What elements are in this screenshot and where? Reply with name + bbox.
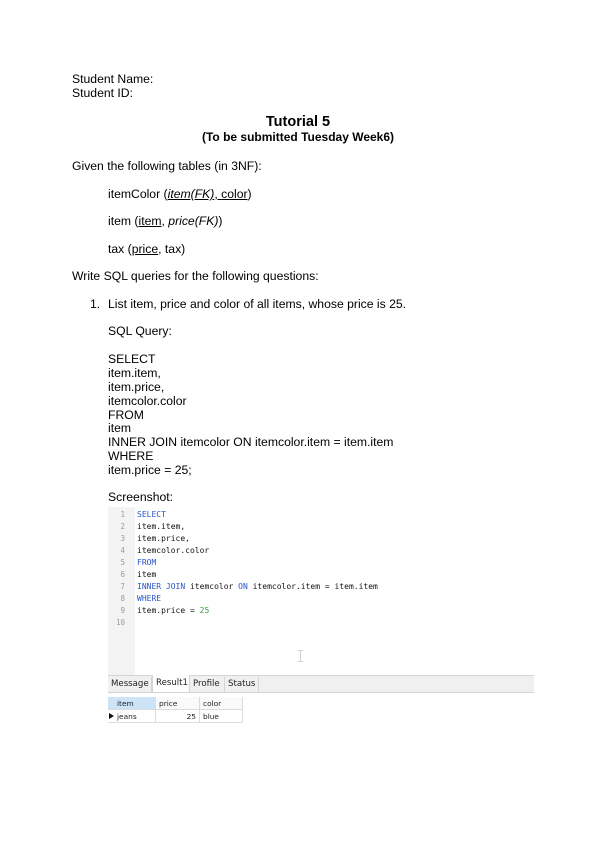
table-item-pk: item	[138, 214, 162, 228]
table-tax-rest: , tax)	[158, 242, 186, 256]
sql-line: item	[108, 421, 132, 435]
line-number: 5	[120, 558, 125, 567]
code-line	[137, 522, 185, 531]
intro-text: Given the following tables (in 3NF):	[72, 159, 262, 173]
code-line	[137, 606, 209, 615]
result-cell-color[interactable]: blue	[200, 710, 243, 723]
table-item	[108, 214, 222, 228]
sql-number: 25	[199, 606, 210, 615]
screenshot-label: Screenshot:	[108, 490, 174, 504]
table-tax	[108, 242, 185, 256]
sql-query-label: SQL Query:	[108, 324, 172, 338]
table-itemcolor-sep: ,	[214, 187, 222, 201]
sql-line: item.item,	[108, 366, 161, 380]
column-header-item[interactable]: item	[108, 697, 156, 710]
sql-token: itemcolor.item = item.item	[247, 582, 378, 591]
column-header-color[interactable]: color	[200, 697, 243, 710]
line-number: 10	[115, 618, 125, 627]
instruction-text: Write SQL queries for the following questions:	[72, 269, 319, 283]
sql-keyword: FROM	[137, 558, 157, 567]
column-header-price[interactable]: price	[156, 697, 200, 710]
sql-token: itemcolor.color	[137, 546, 210, 555]
code-line	[137, 570, 156, 579]
table-item-close: )	[218, 214, 223, 228]
table-itemcolor-close: )	[247, 187, 252, 201]
line-number: 1	[120, 510, 125, 519]
sql-line: item.price = 25;	[108, 463, 192, 477]
line-number: 9	[120, 606, 125, 615]
table-tax-pk: price	[131, 242, 159, 256]
sql-line: SELECT	[108, 352, 156, 366]
table-tax-name: tax	[108, 242, 125, 256]
code-line	[137, 582, 378, 591]
sql-editor[interactable]	[108, 507, 534, 675]
sql-line: INNER JOIN itemcolor ON itemcolor.item = item.item	[108, 435, 394, 449]
sql-line: itemcolor.color	[108, 394, 187, 408]
line-number: 8	[120, 594, 125, 603]
sql-line: WHERE	[108, 449, 154, 463]
code-line	[137, 534, 190, 543]
table-itemcolor-fk: item(FK)	[167, 187, 215, 201]
sql-keyword: WHERE	[137, 594, 162, 603]
sql-token: item.price =	[137, 606, 200, 615]
question-number: 1.	[90, 297, 101, 311]
sql-token: item.price,	[137, 534, 190, 543]
table-itemcolor-col: color	[221, 187, 248, 201]
result-tabs	[108, 675, 534, 693]
table-item-fk: price(FK)	[168, 214, 219, 228]
student-id-label: Student ID:	[72, 86, 133, 100]
sql-keyword: ON	[238, 582, 248, 591]
sql-token: itemcolor	[185, 582, 239, 591]
student-name-label: Student Name:	[72, 72, 154, 86]
line-number: 3	[120, 534, 125, 543]
page-subtitle: (To be submitted Tuesday Week6)	[201, 130, 395, 144]
table-itemcolor	[108, 187, 252, 201]
sql-token: item.item,	[137, 522, 186, 531]
line-number: 4	[120, 546, 125, 555]
code-line	[137, 510, 166, 519]
result-cell-item[interactable]: jeans	[108, 710, 156, 723]
table-itemcolor-open: (	[160, 187, 168, 201]
line-number: 6	[120, 570, 125, 579]
code-line	[137, 594, 161, 603]
page-title: Tutorial 5	[265, 114, 331, 130]
table-item-name: item	[108, 214, 132, 228]
sql-keyword: INNER JOIN	[137, 582, 186, 591]
sql-line: FROM	[108, 408, 144, 422]
table-item-open: (	[131, 214, 139, 228]
sql-keyword: SELECT	[137, 510, 166, 519]
table-tax-open: (	[124, 242, 132, 256]
sql-line: item.price,	[108, 380, 165, 394]
table-itemcolor-name: itemColor	[108, 187, 161, 201]
text-cursor-icon	[298, 650, 304, 662]
result-cell-price[interactable]: 25	[156, 710, 200, 723]
sql-token: item	[137, 570, 157, 579]
table-item-sep: ,	[161, 214, 169, 228]
code-line	[137, 558, 156, 567]
tab-status[interactable]: Status	[225, 677, 259, 692]
question-text: List item, price and color of all items, whose price is 25.	[108, 297, 407, 311]
tab-message[interactable]: Message	[108, 677, 152, 692]
line-number: 7	[120, 582, 125, 591]
query-tool-screenshot	[108, 507, 534, 729]
code-line	[137, 546, 209, 555]
tab-profile[interactable]: Profile	[190, 677, 225, 692]
tab-result1[interactable]: Result1	[152, 675, 190, 692]
line-number: 2	[120, 522, 125, 531]
